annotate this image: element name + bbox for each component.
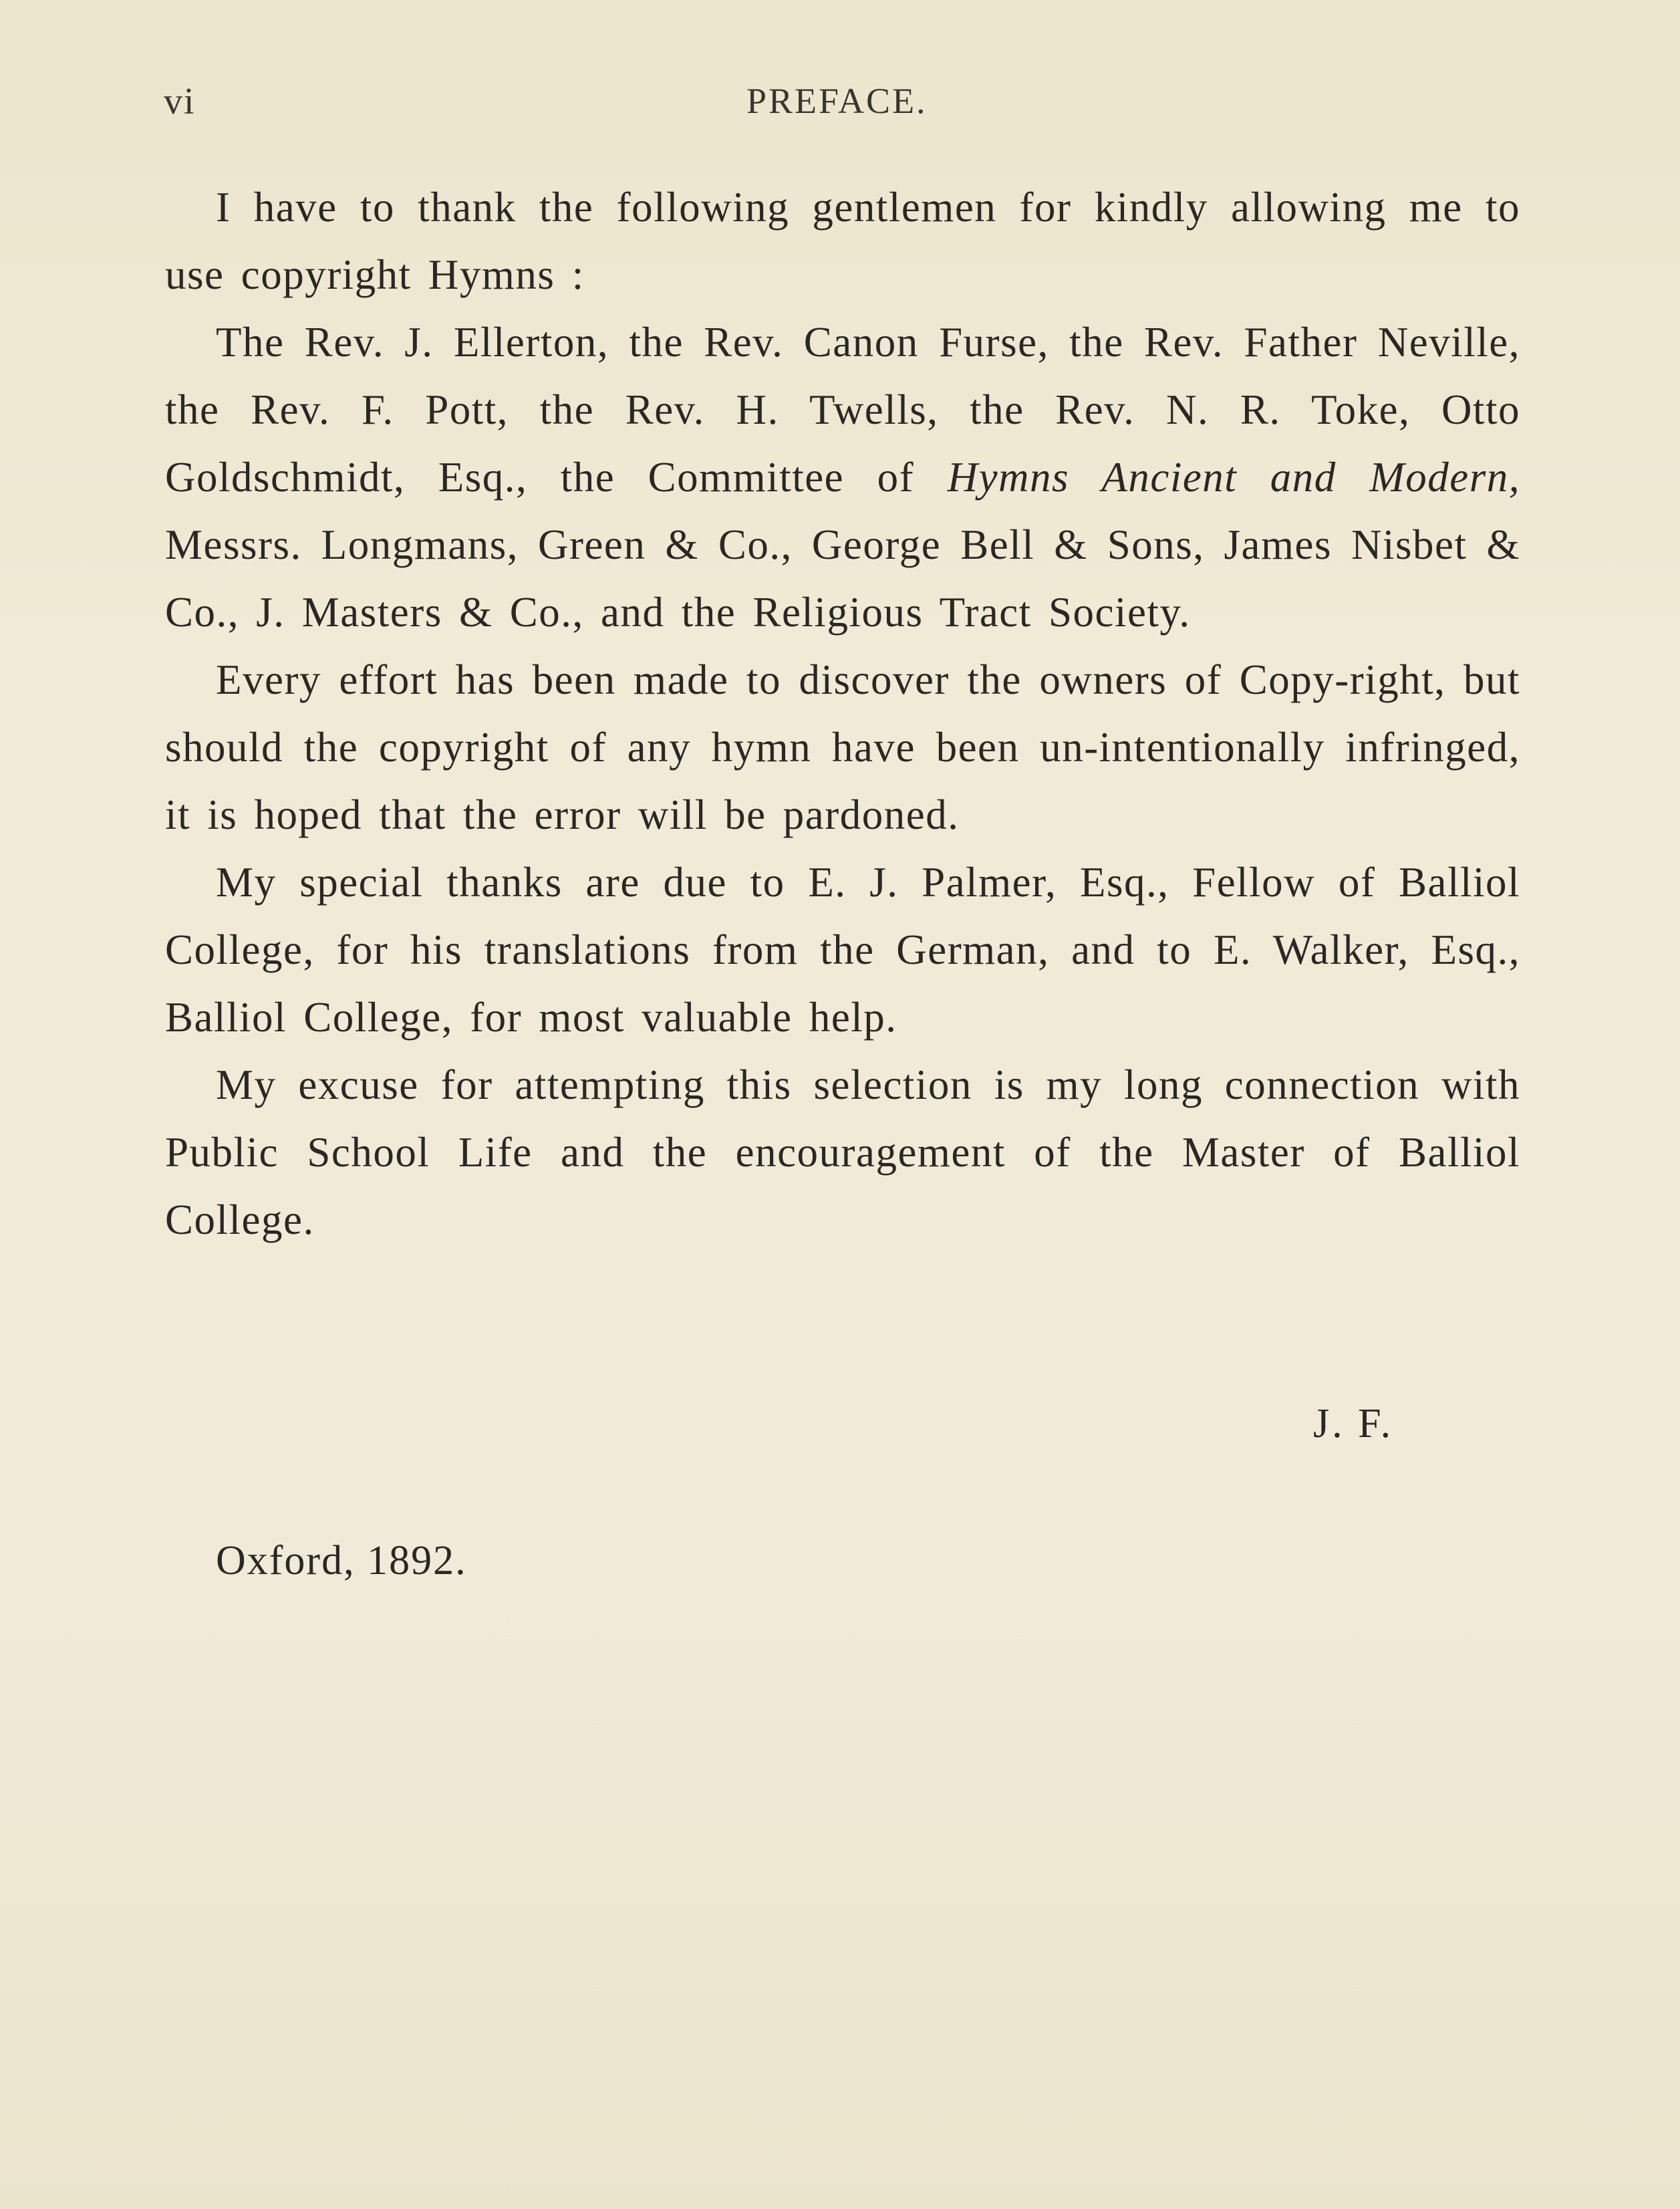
running-head	[0, 80, 1680, 140]
preface-body	[165, 174, 1520, 1254]
running-head-title: PREFACE.	[746, 81, 928, 121]
acknowledgements-text-before: The Rev. J. Ellerton, the Rev. Canon Furse, the Rev. Father Neville, the Rev. F. Pott, the Rev. H. Twells, the Rev. N. R. Toke, Otto Goldschmidt, Esq., the Committee of	[165, 319, 1520, 501]
paragraph-copyright: Every effort has been made to discover the owners of Copy-right, but should the copyright of any hymn have been un-intentionally infringed, it is hoped that the error will be pardoned.	[165, 656, 1520, 838]
paragraph-thanks: I have to thank the following gentlemen for kindly allowing me to use copyright Hymns :	[165, 184, 1520, 298]
signature: J. F.	[1313, 1401, 1394, 1446]
page-number: vi	[164, 81, 196, 122]
paragraph-excuse: My excuse for attempting this selection is my long connection with Public School Life and the encouragement of the Master of Balliol College.	[165, 1061, 1520, 1243]
paragraph-acknowledgements	[165, 309, 1520, 646]
place-date: Oxford, 1892.	[216, 1538, 467, 1583]
acknowledgements-text-after: Messrs. Longmans, Green & Co., George Bell & Sons, James Nisbet & Co., J. Masters & Co., and the Religious Tract Society.	[165, 521, 1520, 636]
hymnal-title-italic: Hymns Ancient and Modern,	[947, 454, 1520, 501]
paragraph-special-thanks: My special thanks are due to E. J. Palmer, Esq., Fellow of Balliol College, for his translations from the German, and to E. Walker, Esq., Balliol College, for most valuable help.	[165, 859, 1520, 1041]
